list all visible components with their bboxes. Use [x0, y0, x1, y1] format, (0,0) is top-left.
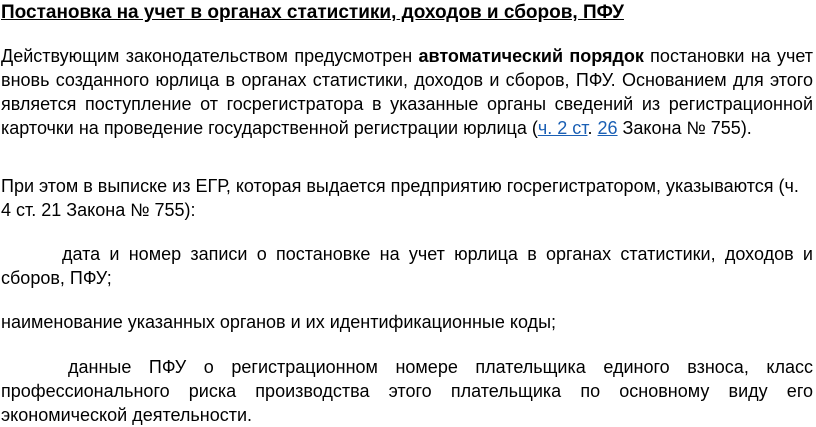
- paragraph-registration-order: [1, 44, 813, 140]
- paragraph-extract-info: При этом в выписке из ЕГР, которая выдается предприятию госрегистратором, указываются (ч. 4 ст. 21 Закона № 755):: [1, 176, 799, 220]
- emphasis-automatic-order: автоматический порядок: [418, 46, 644, 66]
- law-part-link[interactable]: ч. 2 ст: [537, 118, 588, 138]
- paragraph-text: Закона № 755).: [617, 118, 752, 138]
- list-item-authority-names: наименование указанных органов и их идентификационные коды;: [1, 312, 557, 332]
- list-item-pension-fund-data: данные ПФУ о регистрационном номере плательщика единого взноса, класс профессионального риска производства этого плательщика по основному виду его экономической деятельности.: [1, 357, 813, 425]
- law-article-link[interactable]: 26: [597, 118, 618, 138]
- paragraph-text: Действующим законодательством предусмотрен: [1, 46, 419, 66]
- list-item-record-date: дата и номер записи о постановке на учет юрлица в органах статистики, доходов и сборов, ПФУ;: [1, 244, 813, 288]
- paragraph-text: постановки на учет вновь созданного юрлица в органах статистики, доходов и сборов, ПФУ. Основанием для этого является поступление от госрегистратора в указанные органы сведений из регистрационной карточки на проведение государственной регистрации юрлица (: [1, 46, 814, 138]
- paragraph-text: .: [587, 118, 598, 138]
- document-title: Постановка на учет в органах статистики, доходов и сборов, ПФУ: [1, 2, 624, 23]
